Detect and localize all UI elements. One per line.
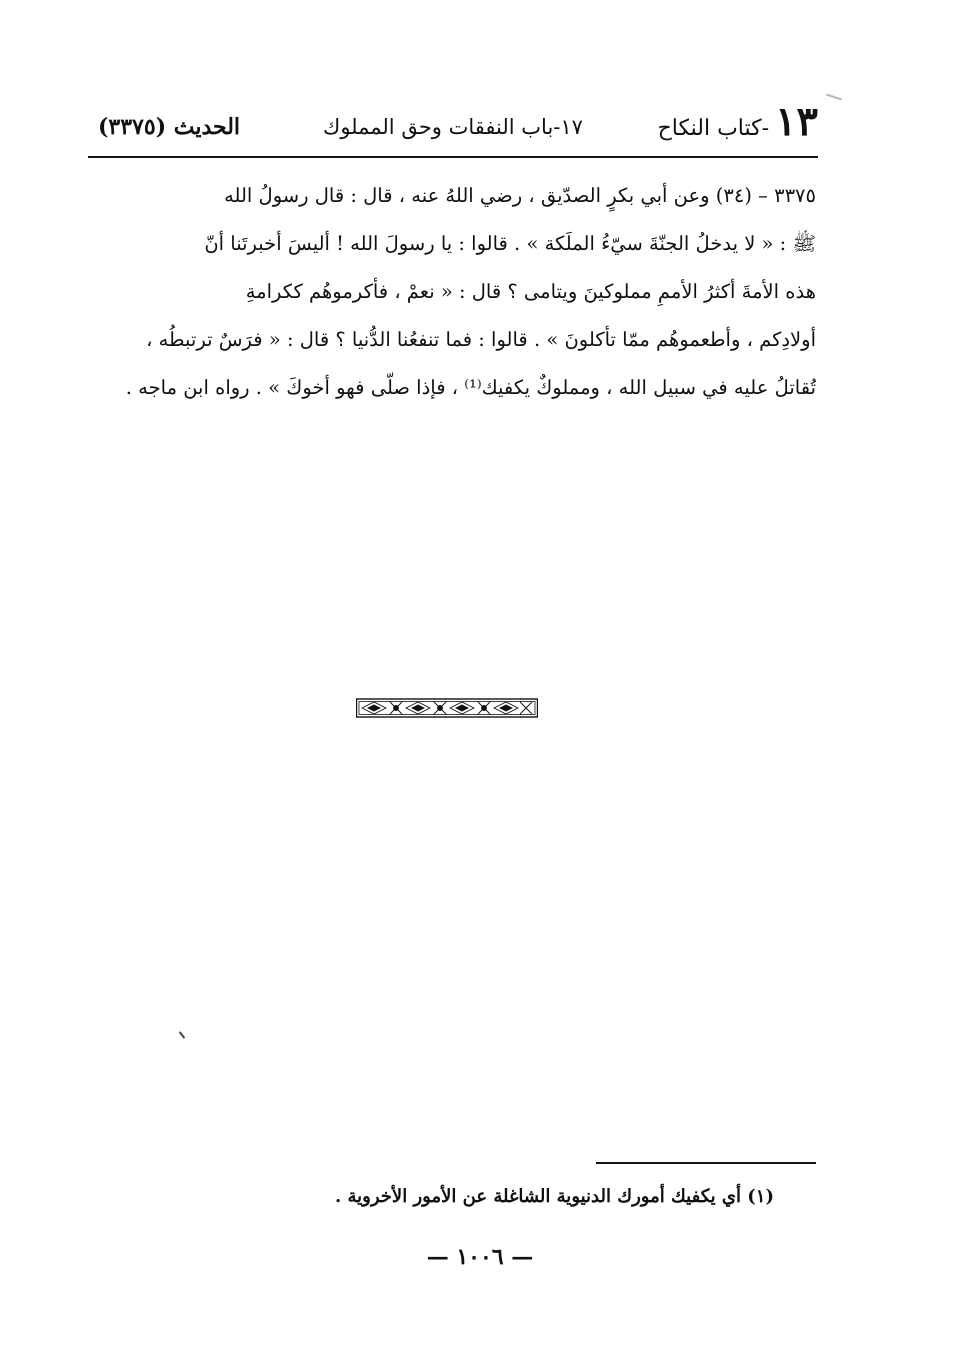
chapter-number: ١٣ xyxy=(775,98,818,145)
text-line: ﷺ : « لا يدخلُ الجنّةَ سيّءُ الملَكة » . قالوا : يا رسولَ الله ! أليسَ أخبرتَنا أنّ xyxy=(204,232,816,255)
section-title: ١٧-باب النفقات وحق المملوك xyxy=(323,115,583,139)
header-divider xyxy=(88,156,818,158)
decorative-ornament xyxy=(356,698,538,718)
chapter-name: -كتاب النكاح xyxy=(657,116,770,141)
footnote-divider xyxy=(596,1162,816,1164)
hadith-reference: الحديث (٣٣٧٥) xyxy=(98,114,241,140)
text-line: تُقاتلُ عليه في سبيل الله ، ومملوكٌ يكفيك⁽¹⁾ ، فإذا صلّى فهو أخوكَ » . رواه ابن ماجه . xyxy=(125,376,816,399)
text-line: ٣٣٧٥ – (٣٤) وعن أبي بكرٍ الصدّيق ، رضي اللهُ عنه ، قال : قال رسولُ الله xyxy=(224,184,816,207)
text-line: أولادِكم ، وأطعموهُم ممّا تأكلونَ » . قالوا : فما تنفعُنا الدُّنيا ؟ قال : « فرَسٌ ترتبطُه ، xyxy=(146,328,816,351)
scan-mark xyxy=(826,94,842,101)
page-number: — ١٠٠٦ — xyxy=(426,1244,534,1270)
page-header xyxy=(88,100,818,156)
footnote: (١) أي يكفيك أمورك الدنيوية الشاغلة عن الأمور الأخروية . xyxy=(334,1186,774,1207)
text-line: هذه الأمةَ أكثرُ الأممِ مملوكينَ ويتامى ؟ قال : « نعمْ ، فأكرموهُم ككرامةِ xyxy=(245,280,816,303)
hadith-text xyxy=(94,172,816,412)
scan-mark xyxy=(179,1031,186,1039)
